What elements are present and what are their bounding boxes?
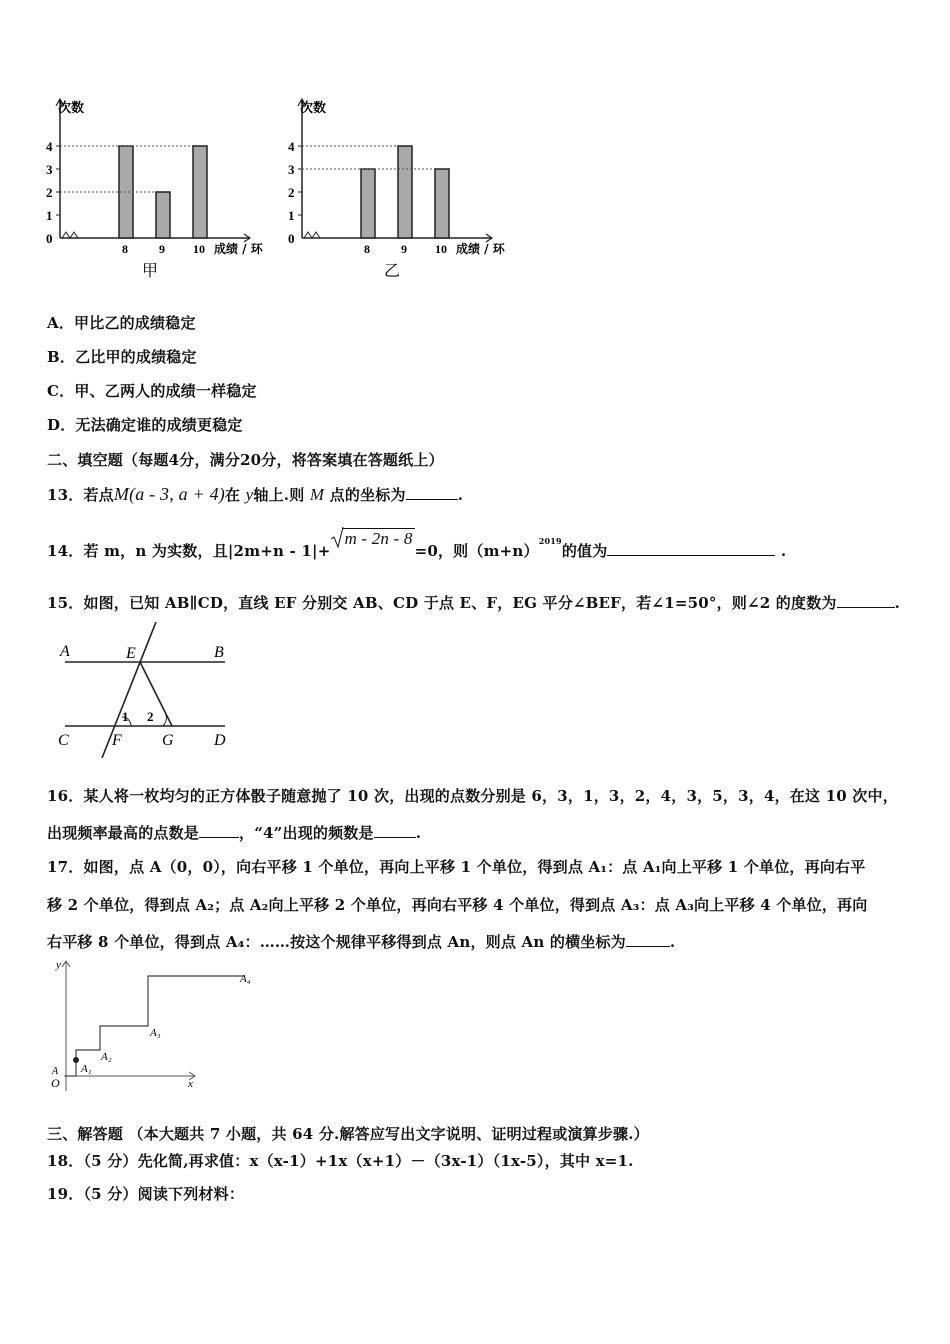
q13-mid2: 轴上.则 — [253, 486, 305, 504]
question-17-line3 — [47, 931, 675, 952]
label-b: B — [214, 644, 224, 661]
q16-part-a: 出现频率最高的点数是 — [47, 824, 200, 842]
chart-jia — [38, 96, 278, 286]
label-y: y — [56, 959, 61, 971]
y-tick-label: 0 — [46, 231, 53, 246]
q14-prefix: 14．若 m，n 为实数，且|2m+n - 1|+ — [47, 542, 331, 560]
option-b: B．乙比甲的成绩稳定 — [47, 348, 197, 366]
question-17-line1: 17．如图，点 A（0，0），向右平移 1 个单位，再向上平移 1 个单位，得到点 A₁：点 A₁向上平移 1 个单位，再向右平 — [47, 858, 866, 876]
q14-end: . — [780, 542, 787, 560]
q15-figure — [50, 618, 250, 758]
y-tick-label: 2 — [288, 185, 295, 200]
q13-m: M — [309, 485, 325, 504]
x-axis-label: 成绩 / 环 — [456, 242, 505, 256]
label-g: G — [162, 732, 174, 749]
q17-figure — [44, 956, 260, 1096]
q17-part-b: . — [669, 933, 676, 951]
question-18: 18．（5 分）先化简,再求值：x（x-1）+1x（x+1）－（3x-1）（1x-5），其中 x=1. — [47, 1152, 634, 1170]
chart-title: 甲 — [142, 261, 159, 280]
q13-prefix: 13．若点 — [47, 486, 114, 504]
q16-part-b: ，“4”出现的频数是 — [239, 824, 374, 842]
x-tick-label: 8 — [122, 242, 128, 256]
q13-suffix: 点的坐标为 — [329, 486, 406, 504]
q14-mid: =0，则（m+n） — [414, 542, 539, 560]
y-tick-label: 3 — [46, 162, 53, 177]
x-tick-label: 8 — [364, 242, 370, 256]
bar — [361, 169, 375, 238]
section3-title: 三、解答题 （本大题共 7 小题，共 64 分.解答应写出文字说明、证明过程或演算步骤.） — [47, 1125, 649, 1143]
label-angle2: 2 — [147, 709, 154, 724]
q13-point: M(a - 3, a + 4) — [113, 484, 225, 504]
q15-text: 15．如图，已知 AB∥CD，直线 EF 分别交 AB、CD 于点 E、F，EG 平分∠BEF，若∠1=50°，则∠2 的度数为 — [47, 594, 837, 612]
label-e: E — [126, 645, 136, 662]
q14-exponent: 2019 — [538, 536, 562, 546]
label-f: F — [112, 732, 122, 749]
label-o: O — [51, 1076, 60, 1090]
axis-break-icon — [304, 232, 320, 238]
q15-answer-blank — [837, 593, 895, 608]
y-tick-label: 1 — [288, 208, 295, 223]
q14-answer-blank — [607, 541, 775, 556]
line-eg — [140, 662, 172, 726]
option-c: C．甲、乙两人的成绩一样稳定 — [47, 382, 257, 400]
line-ef — [102, 622, 156, 758]
q13-mid: 在 — [225, 486, 241, 504]
y-tick-label: 4 — [46, 139, 53, 154]
x-tick-label: 9 — [401, 242, 407, 256]
x-tick-label: 9 — [159, 242, 165, 256]
option-a: A．甲比乙的成绩稳定 — [47, 314, 196, 332]
label-a: A — [60, 643, 70, 660]
label-a1: A₁ — [81, 1063, 92, 1075]
section2-title: 二、填空题（每题4分，满分20分，将答案填在答题纸上） — [47, 451, 444, 469]
y-tick-label: 4 — [288, 139, 295, 154]
x-tick-label: 10 — [435, 242, 447, 256]
q15-end: . — [894, 594, 901, 612]
question-17-line2: 移 2 个单位，得到点 A₂；点 A₂向上平移 2 个单位，再向右平移 4 个单位，得到点 A₃：点 A₃向上平移 4 个单位，再向 — [47, 896, 868, 914]
label-x: x — [188, 1078, 193, 1090]
bar — [398, 146, 412, 238]
q16-blank-2 — [374, 823, 416, 838]
label-a4: A₄ — [240, 973, 251, 985]
q14-suffix: 的值为 — [561, 542, 608, 560]
q16-blank-1 — [199, 823, 239, 838]
question-19: 19．（5 分）阅读下列材料： — [47, 1185, 245, 1203]
question-16-line2 — [47, 822, 421, 843]
label-a2: A₂ — [101, 1051, 112, 1063]
label-d: D — [214, 732, 226, 749]
x-axis-label: 成绩 / 环 — [214, 242, 263, 256]
q13-answer-blank — [406, 485, 458, 500]
q16-part-c: . — [415, 824, 422, 842]
y-tick-label: 2 — [46, 185, 53, 200]
q13-y: y — [245, 485, 254, 504]
y-tick-label: 3 — [288, 162, 295, 177]
y-tick-label: 1 — [46, 208, 53, 223]
option-d: D．无法确定谁的成绩更稳定 — [47, 416, 243, 434]
label-c: C — [58, 732, 69, 749]
y-tick-label: 0 — [288, 231, 295, 246]
chart-title: 乙 — [384, 261, 401, 280]
label-a3: A₃ — [150, 1027, 161, 1039]
angle2-arc — [163, 714, 166, 726]
point-a1 — [73, 1057, 79, 1063]
sqrt-sign-icon — [330, 527, 344, 549]
bar — [193, 146, 207, 238]
x-tick-label: 10 — [193, 242, 205, 256]
label-a: A — [52, 1066, 59, 1077]
question-14 — [47, 529, 787, 561]
bar — [156, 192, 170, 238]
question-13 — [47, 484, 463, 505]
y-axis-label: 次数 — [300, 101, 327, 116]
q13-end: . — [457, 486, 464, 504]
y-axis-label: 次数 — [58, 101, 85, 116]
bar — [435, 169, 449, 238]
axis-break-icon — [62, 232, 78, 238]
step-path — [66, 976, 244, 1076]
question-16-line1: 16．某人将一枚均匀的正方体骰子随意抛了 10 次，出现的点数分别是 6，3，1，3，2，4，3，5，3，4，在这 10 次中， — [47, 787, 898, 805]
q17-part-a: 右平移 8 个单位，得到点 A₄：……按这个规律平移得到点 An，则点 An 的横坐标为 — [47, 933, 626, 951]
label-angle1: 1 — [122, 709, 129, 724]
chart-yi — [280, 96, 530, 286]
q14-radicand: m - 2n - 8 — [344, 529, 413, 548]
question-15 — [47, 592, 900, 613]
q14-sqrt — [330, 529, 414, 549]
q17-blank — [626, 932, 670, 947]
